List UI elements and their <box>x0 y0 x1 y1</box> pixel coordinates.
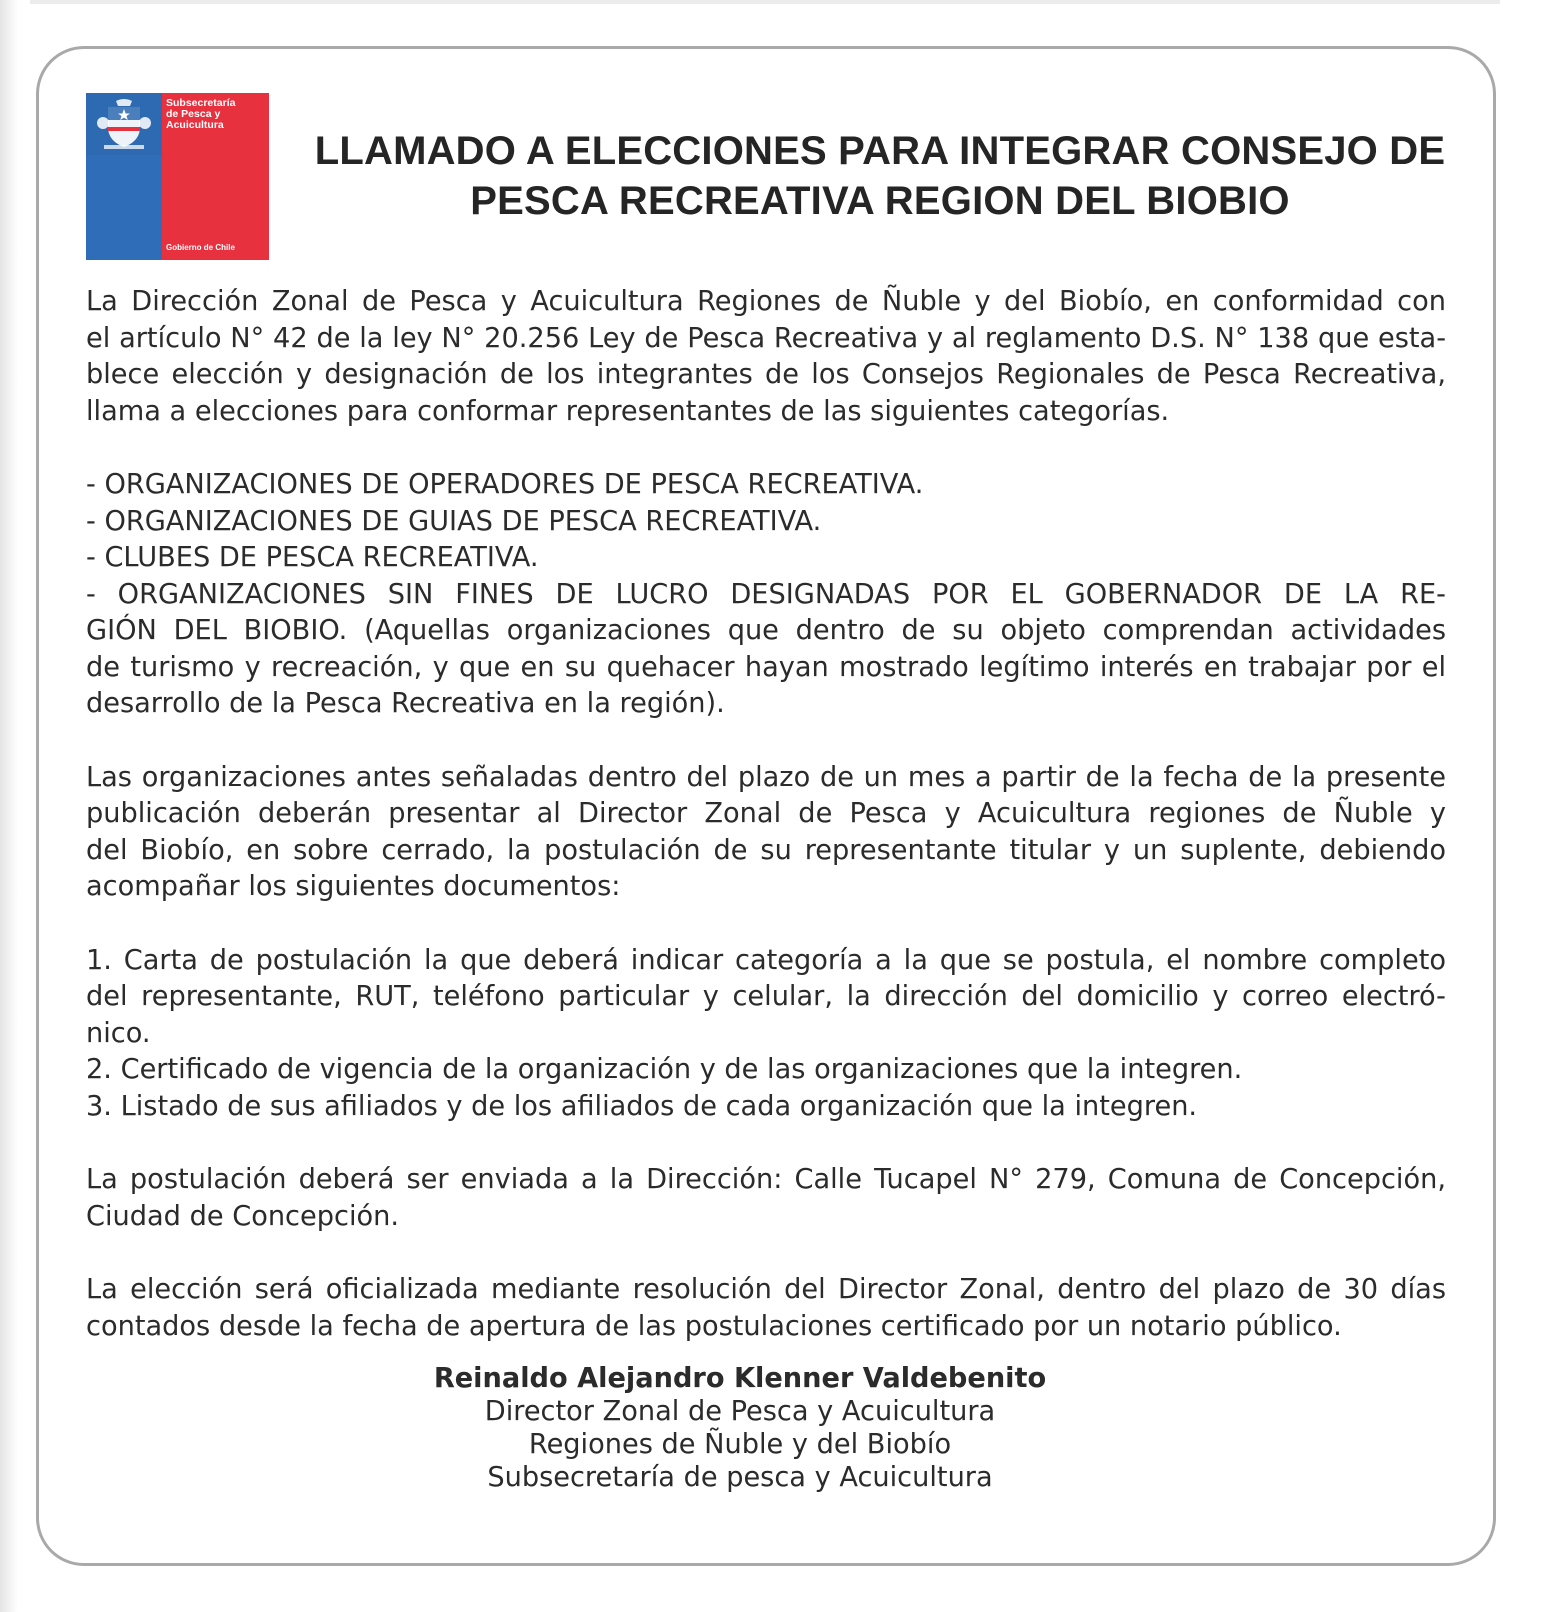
signatory-org: Subsecretaría de pesca y Acuicultura <box>487 1462 993 1493</box>
list-item: - ORGANIZACIONES SIN FINES DE LUCRO DESIGNADAS POR EL GOBERNADOR DE LA RE- <box>86 578 1446 610</box>
list-item: 1. Carta de postulación la que deberá indicar categoría a la que se postula, el nombre completo <box>86 944 1446 976</box>
logo-footer: Gobierno de Chile <box>166 243 235 252</box>
requirements-paragraph: Las organizaciones antes señaladas dentro del plazo de un mes a partir de la fecha de la presente publicación deberán presentar al Director Zonal de Pesca y Acuicultura regiones de Ñuble y del Biobío, en sobre cerrado, la postulación de su representante titular y un suplente, debiendo acompañar los siguientes documentos: <box>86 761 1446 902</box>
title-line: LLAMADO A ELECCIONES PARA INTEGRAR CONSEJO DE <box>314 129 1446 173</box>
intro-paragraph: La Dirección Zonal de Pesca y Acuicultura Regiones de Ñuble y del Biobío, en conformidad con el artículo N° 42 de la ley N° 20.256 Ley de Pesca Recreativa y al reglamento D.S. N° 138 que esta- blece elección y designación de los integrantes de los Consejos Regionales de Pesca Recreativa, llama a elecciones para conformar representantes de las siguientes categorías. <box>86 286 1446 427</box>
list-item: 2. Certificado de vigencia de la organización y de las organizaciones que la integren. <box>86 1054 1243 1085</box>
logo-blue-panel <box>86 93 162 260</box>
list-item: 3. Listado de sus afiliados y de los afiliados de cada organización que la integren. <box>86 1090 1198 1122</box>
subsecretaria-logo <box>86 93 269 260</box>
list-item: - ORGANIZACIONES DE GUIAS DE PESCA RECREATIVA. <box>86 505 822 537</box>
signatory-role: Director Zonal de Pesca y Acuicultura <box>484 1396 996 1427</box>
signatory-region: Regiones de Ñuble y del Biobío <box>528 1429 952 1460</box>
list-item: - CLUBES DE PESCA RECREATIVA. <box>86 542 539 573</box>
address-paragraph: La postulación deberá ser enviada a la Dirección: Calle Tucapel N° 279, Comuna de Concepción, Ciudad de Concepción. <box>86 1164 1446 1232</box>
signature-block <box>300 1362 1180 1494</box>
documents-list: 1. Carta de postulación la que deberá indicar categoría a la que se postula, el nombre completo del representante, RUT, teléfono particular y celular, la dirección del domicilio y correo electró- nico. 2. Certificado de vigencia de la organización y de las organizaciones que la integren. 3. Listado de sus afiliados y de los afiliados de cada organización que la integren. <box>86 943 1446 1126</box>
notice-body <box>86 284 1446 1345</box>
coat-of-arms-icon <box>94 97 154 151</box>
logo-red-panel <box>162 93 269 260</box>
election-paragraph: La elección será oficializada mediante resolución del Director Zonal, dentro del plazo de 30 días contados desde la fecha de apertura de las postulaciones certificado por un notario público. <box>86 1274 1446 1342</box>
logo-title: Subsecretaría de Pesca y Acuicultura <box>166 97 236 131</box>
categories-list: - ORGANIZACIONES DE OPERADORES DE PESCA RECREATIVA. - ORGANIZACIONES DE GUIAS DE PESCA RECREATIVA. - CLUBES DE PESCA RECREATIVA. - ORGANIZACIONES SIN FINES DE LUCRO DESIGNADAS POR EL GOBERNADOR DE LA RE- GIÓN DEL BIOBIO. (Aquellas organizaciones que dentro de su objeto comprendan actividades de turismo y recreación, y que en su quehacer hayan mostrado legítimo interés en trabajar por el desarrollo de la Pesca Recreativa en la región). <box>86 469 1446 719</box>
notice-title <box>300 126 1460 226</box>
signatory-name: Reinaldo Alejandro Klenner Valdebenito <box>433 1363 1047 1394</box>
title-line: PESCA RECREATIVA REGION DEL BIOBIO <box>470 179 1290 223</box>
page-edge-shadow <box>0 0 18 1612</box>
list-item: - ORGANIZACIONES DE OPERADORES DE PESCA RECREATIVA. <box>86 469 924 500</box>
top-divider <box>30 0 1500 4</box>
